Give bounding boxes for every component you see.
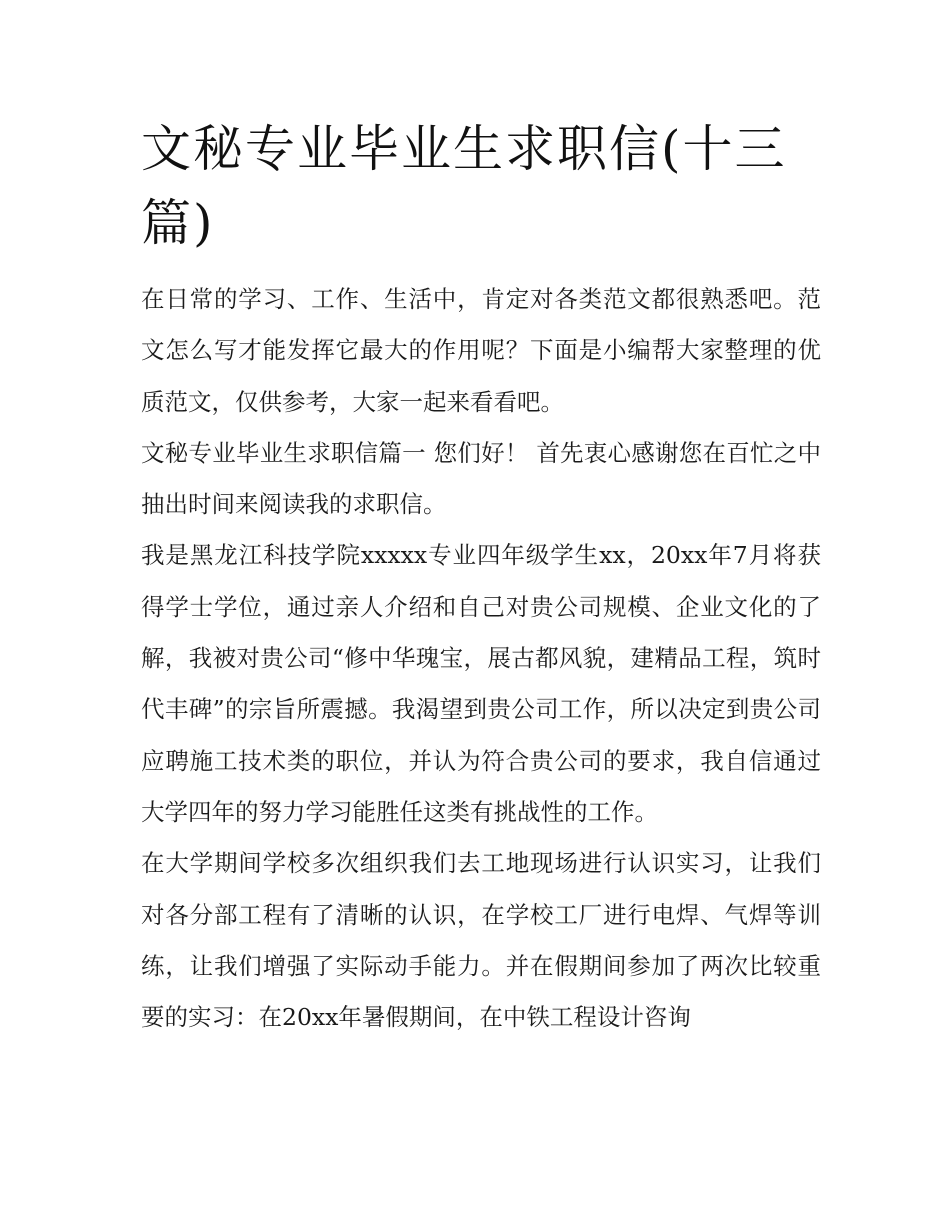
paragraph-self-intro: 我是黑龙江科技学院xxxxx专业四年级学生xx，20xx年7月将获得学士学位，通过亲人介绍和自己对贵公司规模、企业文化的了解，我被对贵公司“修中华瑰宝，展古都风貌，建精品工程，筑时代丰碑”的宗旨所震撼。我渴望到贵公司工作，所以决定到贵公司应聘施工技术类的职位，并认为符合贵公司的要求，我自信通过大学四年的努力学习能胜任这类有挑战性的工作。	[141, 541, 821, 826]
paragraph-internship: 在大学期间学校多次组织我们去工地现场进行认识实习，让我们对各分部工程有了清晰的认识，在学校工厂进行电焊、气焊等训练，让我们增强了实际动手能力。并在假期间参加了两次比较重要的实习：在20xx年暑假期间，在中铁工程设计咨询	[141, 849, 821, 1032]
page-title: 文秘专业毕业生求职信(十三篇)	[141, 120, 787, 252]
paragraph-greeting: 文秘专业毕业生求职信篇一 您们好！ 首先衷心感谢您在百忙之中抽出时间来阅读我的求职信。	[141, 438, 821, 519]
document-body	[141, 274, 821, 1043]
paragraph-intro: 在日常的学习、工作、生活中，肯定对各类范文都很熟悉吧。范文怎么写才能发挥它最大的作用呢？下面是小编帮大家整理的优质范文，仅供参考，大家一起来看看吧。	[141, 285, 821, 416]
